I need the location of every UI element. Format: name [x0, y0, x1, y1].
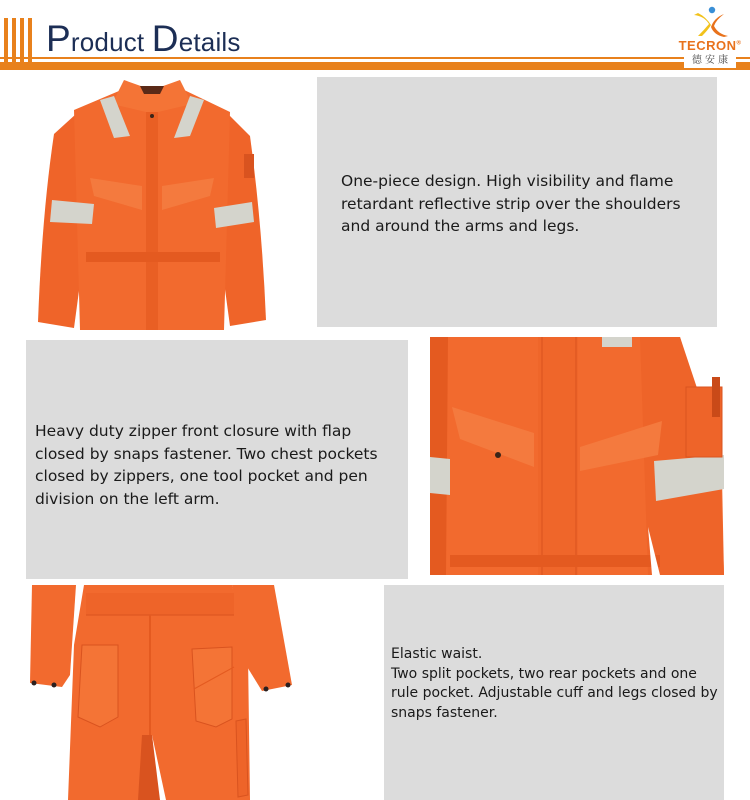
feature-description: One-piece design. High visibility and flame retardant reflective strip over the shoulders and around the arms and legs.: [341, 172, 681, 235]
header-thick-rule: [0, 62, 750, 70]
header-thin-rule: [0, 57, 750, 59]
logo-brand-text: TECRON®: [678, 38, 742, 53]
tecron-figure-logo-icon: [690, 6, 730, 38]
page-title: Product Details: [46, 18, 241, 59]
coverall-back-waist-photo: [26, 585, 298, 800]
coverall-front-full-photo: [34, 74, 270, 330]
feature-text-box-1: [317, 77, 717, 327]
logo-chinese-text: 德 安 康: [684, 54, 736, 68]
feature-text-box-2: [26, 340, 408, 579]
feature-description: Heavy duty zipper front closure with flap closed by snaps fastener. Two chest pockets closed by zippers, one tool pocket and pen division on the left arm.: [35, 422, 378, 508]
brand-logo: [676, 6, 744, 70]
feature-description: Elastic waist. Two split pockets, two rear pockets and one rule pocket. Adjustable cuff and legs closed by snaps fastener.: [391, 646, 718, 721]
feature-text-box-3: [384, 585, 724, 800]
coverall-chest-closeup-photo: [430, 337, 725, 575]
